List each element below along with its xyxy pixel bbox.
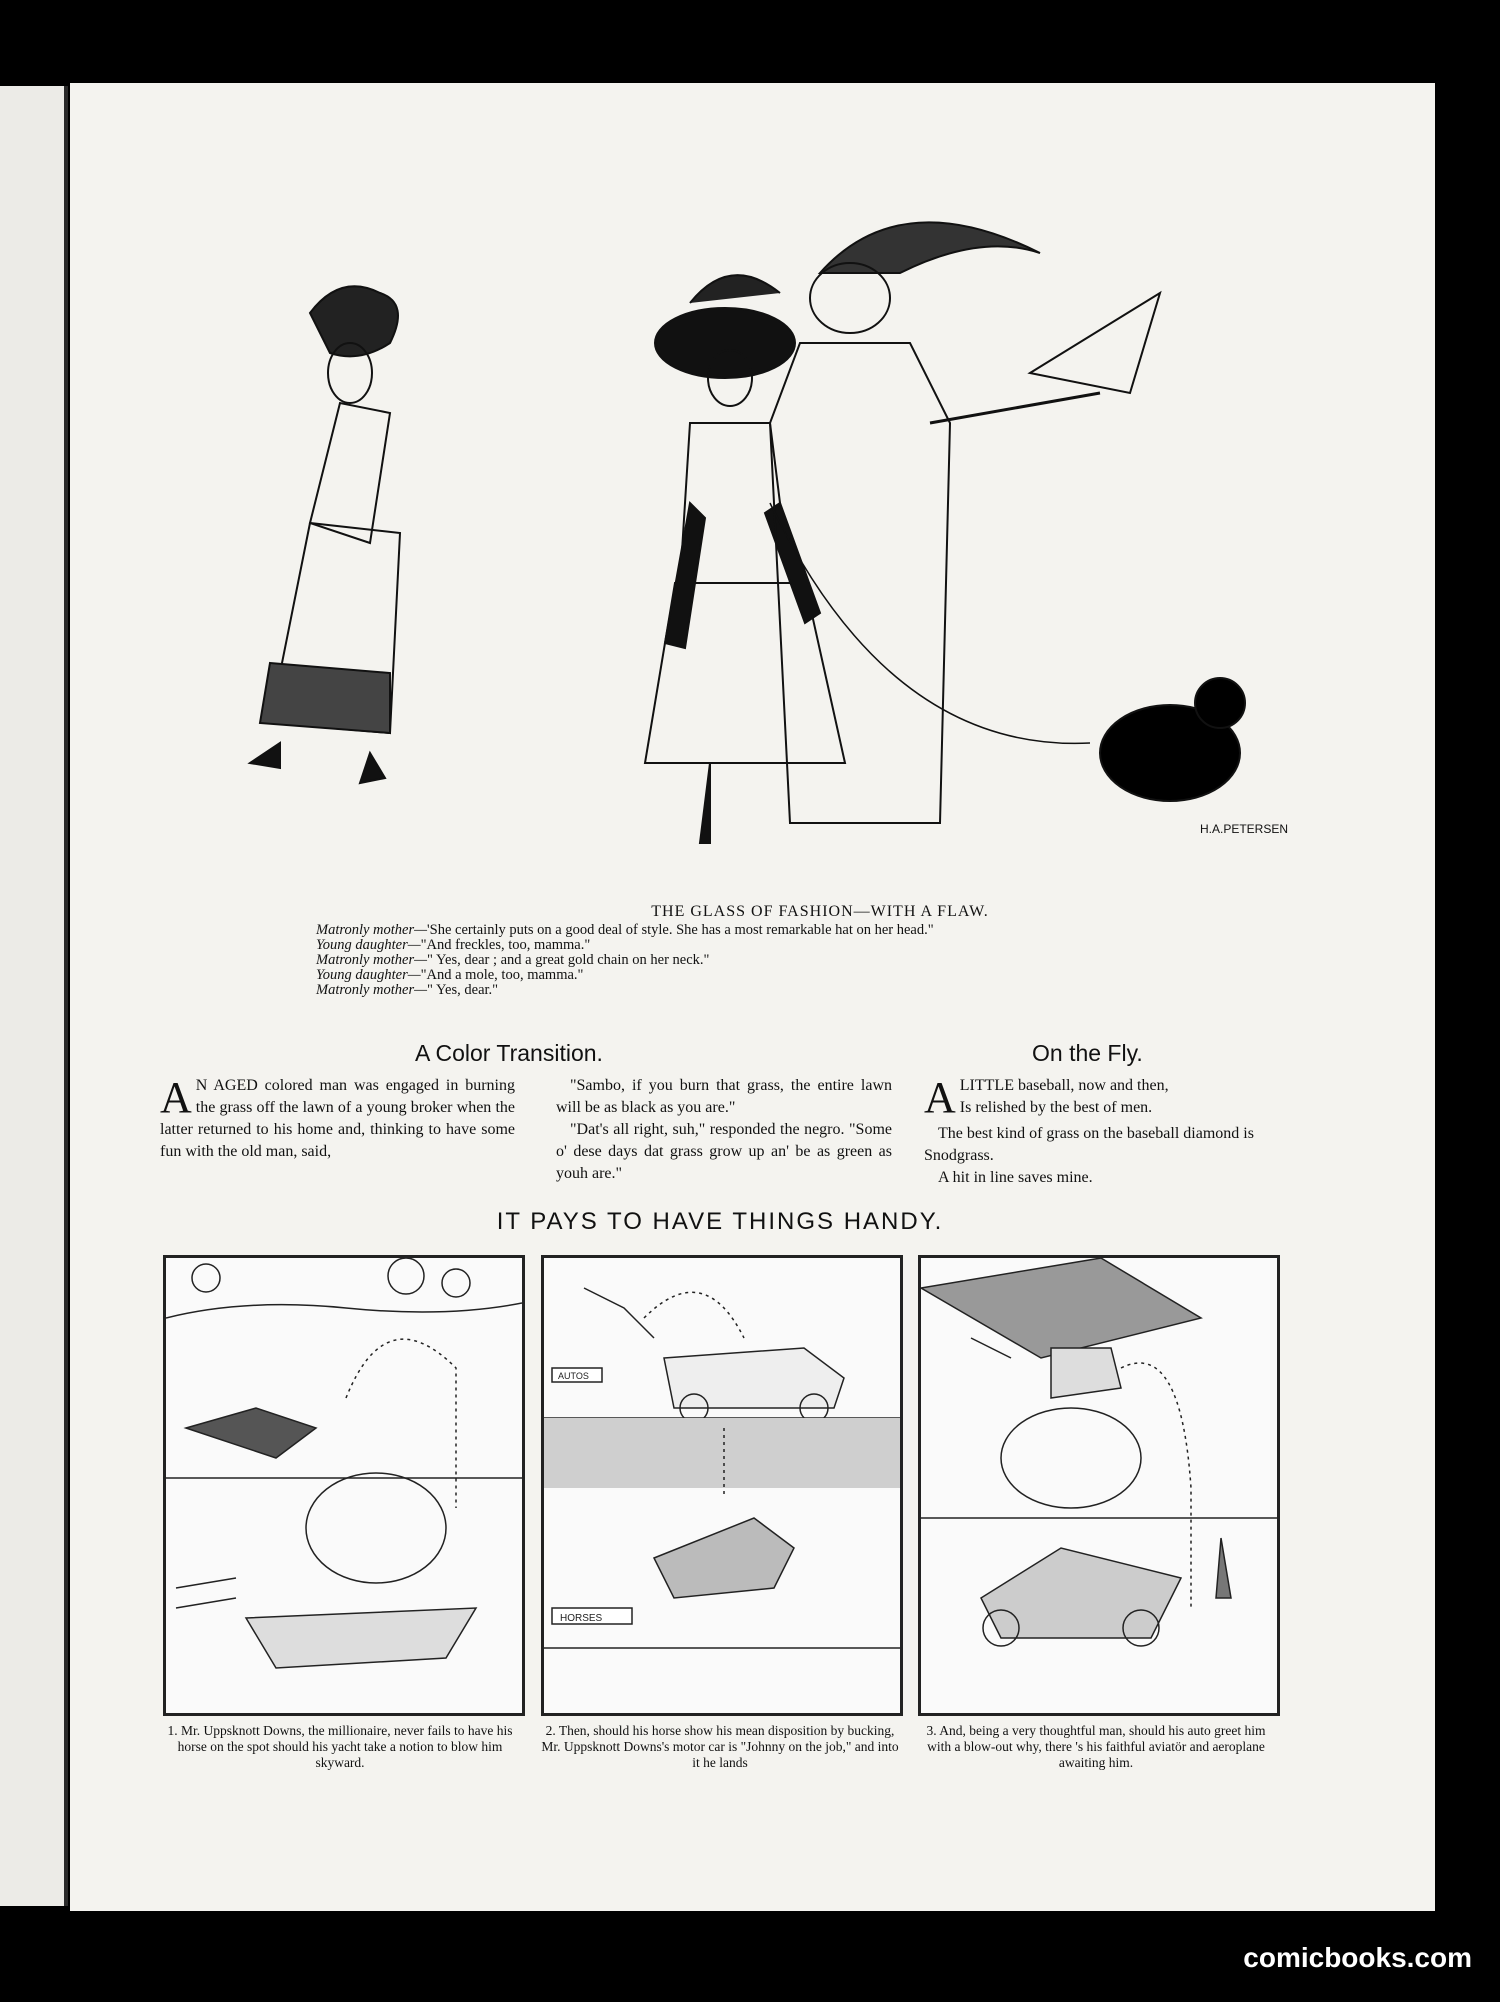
on-the-fly-column: A LITTLE baseball, now and then, Is relished by the best of men. The best kind of grass on the baseball diamond is Snodgrass. A hit in line saves mine. bbox=[924, 1073, 1254, 1186]
dialogue-line: Matronly mother—'She certainly puts on a good deal of style. She has a most remarkable hat on her head." bbox=[316, 922, 934, 938]
panel-3-drawing bbox=[921, 1258, 1277, 1713]
color-transition-column-1: A N AGED colored man was engaged in burning the grass off the lawn of a young broker when the latter returned to his home and, thinking to have some fun with the old man, said, bbox=[160, 1073, 515, 1160]
cartoon-dialogue bbox=[316, 923, 1216, 998]
artist-signature: H.A.PETERSEN bbox=[1200, 822, 1289, 836]
panel-3-caption: 3. And, being a very thoughtful man, should his auto greet him with a blow-out why, there 's his faithful aviatör and aeroplane awaiting him. bbox=[926, 1723, 1266, 1770]
site-watermark: comicbooks.com bbox=[1243, 1942, 1472, 1973]
comic-panel-2 bbox=[541, 1255, 903, 1716]
facing-page-edge bbox=[0, 86, 68, 1906]
horses-sign: HORSES bbox=[560, 1613, 603, 1624]
dialogue-line: Young daughter—"And a mole, too, mamma." bbox=[316, 967, 584, 983]
on-the-fly-heading: On the Fly. bbox=[1032, 1040, 1143, 1066]
dialogue-line: Young daughter—"And freckles, too, mamma." bbox=[316, 937, 591, 953]
panel-2-caption: 2. Then, should his horse show his mean disposition by bucking, Mr. Uppsknott Downs's motor car is "Johnny on the job," and into it he lands bbox=[541, 1723, 899, 1770]
magazine-page bbox=[70, 83, 1435, 1911]
comic-panel-3 bbox=[918, 1255, 1280, 1716]
strip-title: IT PAYS TO HAVE THINGS HANDY. bbox=[496, 1208, 944, 1235]
cartoon-caption-title: THE GLASS OF FASHION—WITH A FLAW. bbox=[651, 903, 989, 920]
color-transition-heading: A Color Transition. bbox=[415, 1040, 603, 1066]
autos-sign: AUTOS bbox=[558, 1371, 589, 1381]
fashion-cartoon-illustration bbox=[170, 183, 1370, 883]
color-transition-column-2: "Sambo, if you burn that grass, the entire lawn will be as black as you are." "Dat's all right, suh," responded the negro. "Some o' dese days dat grass grow up an' be as green as youh are." bbox=[556, 1077, 892, 1182]
panel-1-caption: 1. Mr. Uppsknott Downs, the millionaire, never fails to have his horse on the spot should his yacht take a notion to blow him skyward. bbox=[167, 1723, 513, 1770]
dialogue-line: Matronly mother—" Yes, dear ; and a great gold chain on her neck." bbox=[316, 952, 710, 968]
drop-cap: A bbox=[924, 1073, 956, 1122]
drop-cap: A bbox=[160, 1073, 192, 1122]
dialogue-line: Matronly mother—" Yes, dear." bbox=[316, 982, 499, 998]
panel-2-drawing bbox=[544, 1258, 900, 1713]
panel-1-drawing bbox=[166, 1258, 522, 1713]
comic-panel-1 bbox=[163, 1255, 525, 1716]
